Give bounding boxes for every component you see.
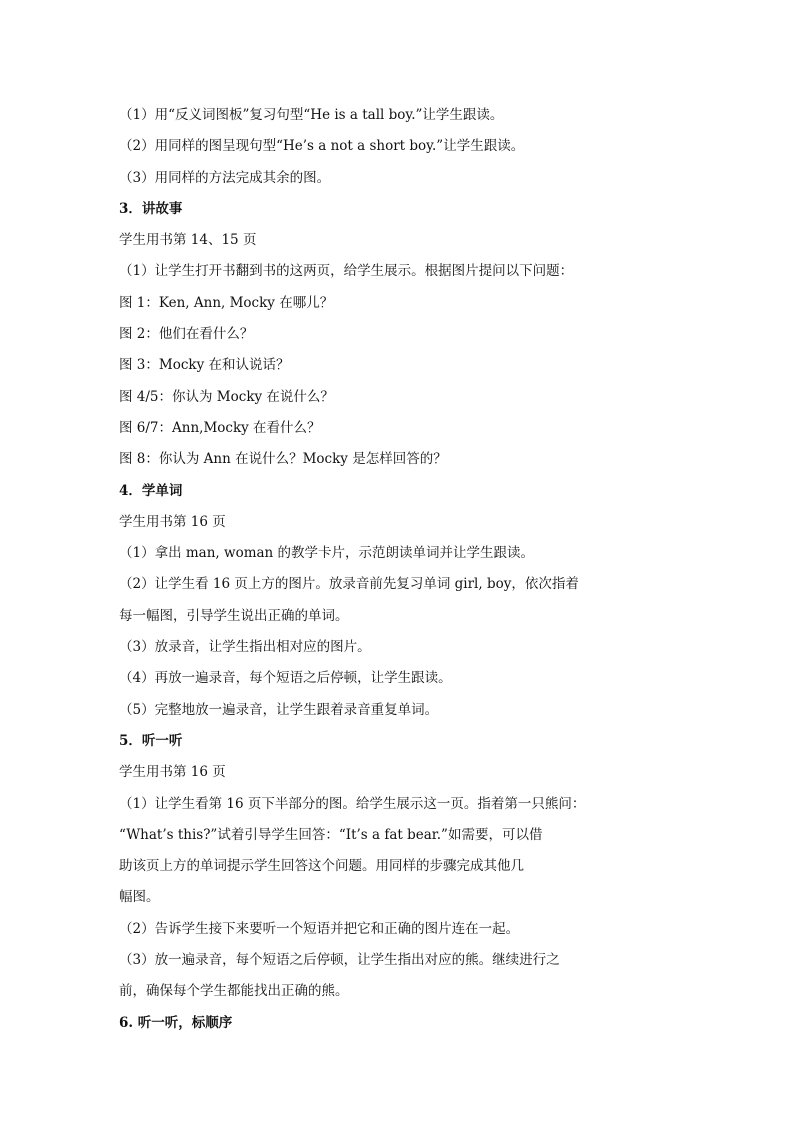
section-heading-3: 3．讲故事 <box>119 200 183 217</box>
line-17: 每一幅图，引导学生说出正确的单词。 <box>119 607 349 624</box>
document-body <box>119 100 589 1039</box>
line-26: 幅图。 <box>119 889 160 906</box>
line-25: 助该页上方的单词提示学生回答这个问题。用同样的步骤完成其他几 <box>119 858 524 875</box>
line-15: （1）拿出 man, woman 的教学卡片，示范朗读单词并让学生跟读。 <box>119 545 535 562</box>
line-24: “What’s this?”试着引导学生回答：“It’s a fat bear.”如需要，可以借 <box>119 826 543 843</box>
line-14: 学生用书第 16 页 <box>119 513 226 530</box>
section-heading-4: 4．学单词 <box>119 482 183 499</box>
line-5: 学生用书第 14、15 页 <box>119 232 257 249</box>
line-19: （4）再放一遍录音，每个短语之后停顿，让学生跟读。 <box>119 670 452 687</box>
line-10: 图 4/5：你认为 Mocky 在说什么？ <box>119 388 334 405</box>
line-3: （3）用同样的方法完成其余的图。 <box>119 169 331 186</box>
line-22: 学生用书第 16 页 <box>119 764 226 781</box>
line-12: 图 8：你认为 Ann 在说什么？Mocky 是怎样回答的？ <box>119 451 447 468</box>
line-16: （2）让学生看 16 页上方的图片。放录音前先复习单词 girl, boy，依次指着 <box>119 576 579 593</box>
section-heading-5: 5．听一听 <box>119 732 183 749</box>
line-18: （3）放录音，让学生指出相对应的图片。 <box>119 639 371 656</box>
line-23: （1）让学生看第 16 页下半部分的图。给学生展示这一页。指着第一只熊问： <box>119 795 586 812</box>
line-8: 图 2：他们在看什么？ <box>119 326 254 343</box>
line-2: （2）用同样的图呈现句型“He’s a not a short boy.”让学生跟读。 <box>119 138 525 155</box>
line-1: （1）用“反义词图板”复习句型“He is a tall boy.”让学生跟读。 <box>119 107 504 123</box>
section-heading-6: 6. 听一听，标顺序 <box>119 1014 233 1031</box>
line-7: 图 1：Ken, Ann, Mocky 在哪儿？ <box>119 294 334 311</box>
line-20: （5）完整地放一遍录音，让学生跟着录音重复单词。 <box>119 701 439 718</box>
line-27: （2）告诉学生接下来要听一个短语并把它和正确的图片连在一起。 <box>119 920 520 937</box>
line-9: 图 3：Mocky 在和认说话？ <box>119 357 290 374</box>
line-28: （3）放一遍录音，每个短语之后停顿，让学生指出对应的熊。继续进行之 <box>119 952 560 969</box>
line-11: 图 6/7：Ann,Mocky 在看什么？ <box>119 419 321 436</box>
line-6: （1）让学生打开书翻到书的这两页，给学生展示。根据图片提问以下问题： <box>119 263 574 280</box>
line-29: 前，确保每个学生都能找出正确的熊。 <box>119 983 349 1000</box>
